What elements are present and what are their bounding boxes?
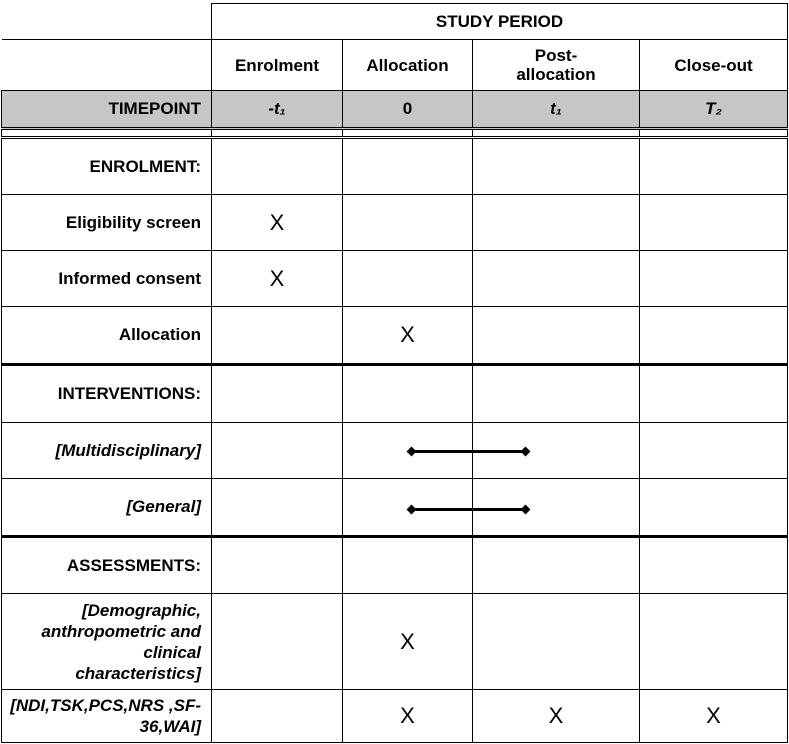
gap-cell: [473, 129, 640, 138]
empty-cell: [212, 537, 343, 594]
demographic-label: [Demographic, anthropometric and clinical characteristics]: [2, 594, 212, 690]
timepoint-close-out: T₂: [640, 91, 788, 129]
timepoint-post-allocation: t₁: [473, 91, 640, 129]
consent-mark-post: [473, 251, 640, 307]
gap-cell: [212, 129, 343, 138]
demographic-mark-post: [473, 594, 640, 690]
outcomes-mark-enrolment: [212, 690, 343, 743]
eligibility-mark-close: [640, 195, 788, 251]
eligibility-mark-post: [473, 195, 640, 251]
allocation-label: Allocation: [2, 307, 212, 365]
allocation-mark-allocation: X: [343, 307, 473, 365]
empty-cell: [212, 138, 343, 195]
outcomes-mark-allocation: X: [343, 690, 473, 743]
assessments-heading: ASSESSMENTS:: [2, 537, 212, 594]
empty-cell: [640, 365, 788, 423]
empty-cell: [343, 537, 473, 594]
col-enrolment: Enrolment: [212, 40, 343, 91]
outcomes-mark-post: X: [473, 690, 640, 743]
demographic-mark-allocation: X: [343, 594, 473, 690]
empty-cell: [640, 138, 788, 195]
corner-cell: [2, 4, 212, 40]
eligibility-mark-enrolment: X: [212, 195, 343, 251]
consent-label: Informed consent: [2, 251, 212, 307]
empty-cell: [343, 138, 473, 195]
corner-cell-2: [2, 40, 212, 91]
timepoint-label: TIMEPOINT: [2, 91, 212, 129]
outcomes-label: [NDI,TSK,PCS,NRS ,SF-36,WAI]: [2, 690, 212, 743]
demographic-mark-close: [640, 594, 788, 690]
col-close-out: Close-out: [640, 40, 788, 91]
consent-mark-allocation: [343, 251, 473, 307]
col-post-allocation: Post- allocation: [473, 40, 640, 91]
timepoint-allocation: 0: [343, 91, 473, 129]
enrolment-heading: ENROLMENT:: [2, 138, 212, 195]
study-period-header: STUDY PERIOD: [212, 4, 788, 40]
empty-cell: [473, 365, 640, 423]
outcomes-mark-close: X: [640, 690, 788, 743]
allocation-mark-close: [640, 307, 788, 365]
empty-cell: [640, 537, 788, 594]
allocation-mark-enrolment: [212, 307, 343, 365]
empty-cell: [640, 423, 788, 479]
demographic-mark-enrolment: [212, 594, 343, 690]
empty-cell: [343, 365, 473, 423]
empty-cell: [473, 537, 640, 594]
interventions-heading: INTERVENTIONS:: [2, 365, 212, 423]
schedule-table: [1, 3, 788, 743]
empty-cell: [212, 365, 343, 423]
empty-cell: [212, 479, 343, 537]
gap-cell: [2, 129, 212, 138]
multidisciplinary-timeline-bar: [412, 450, 527, 453]
empty-cell: [212, 423, 343, 479]
allocation-mark-post: [473, 307, 640, 365]
eligibility-mark-allocation: [343, 195, 473, 251]
general-label: [General]: [2, 479, 212, 537]
consent-mark-enrolment: X: [212, 251, 343, 307]
consent-mark-close: [640, 251, 788, 307]
timepoint-enrolment: -t₁: [212, 91, 343, 129]
gap-cell: [640, 129, 788, 138]
empty-cell: [473, 138, 640, 195]
general-timeline-bar: [412, 508, 527, 511]
gap-cell: [343, 129, 473, 138]
eligibility-label: Eligibility screen: [2, 195, 212, 251]
empty-cell: [640, 479, 788, 537]
multidisciplinary-label: [Multidisciplinary]: [2, 423, 212, 479]
col-allocation: Allocation: [343, 40, 473, 91]
